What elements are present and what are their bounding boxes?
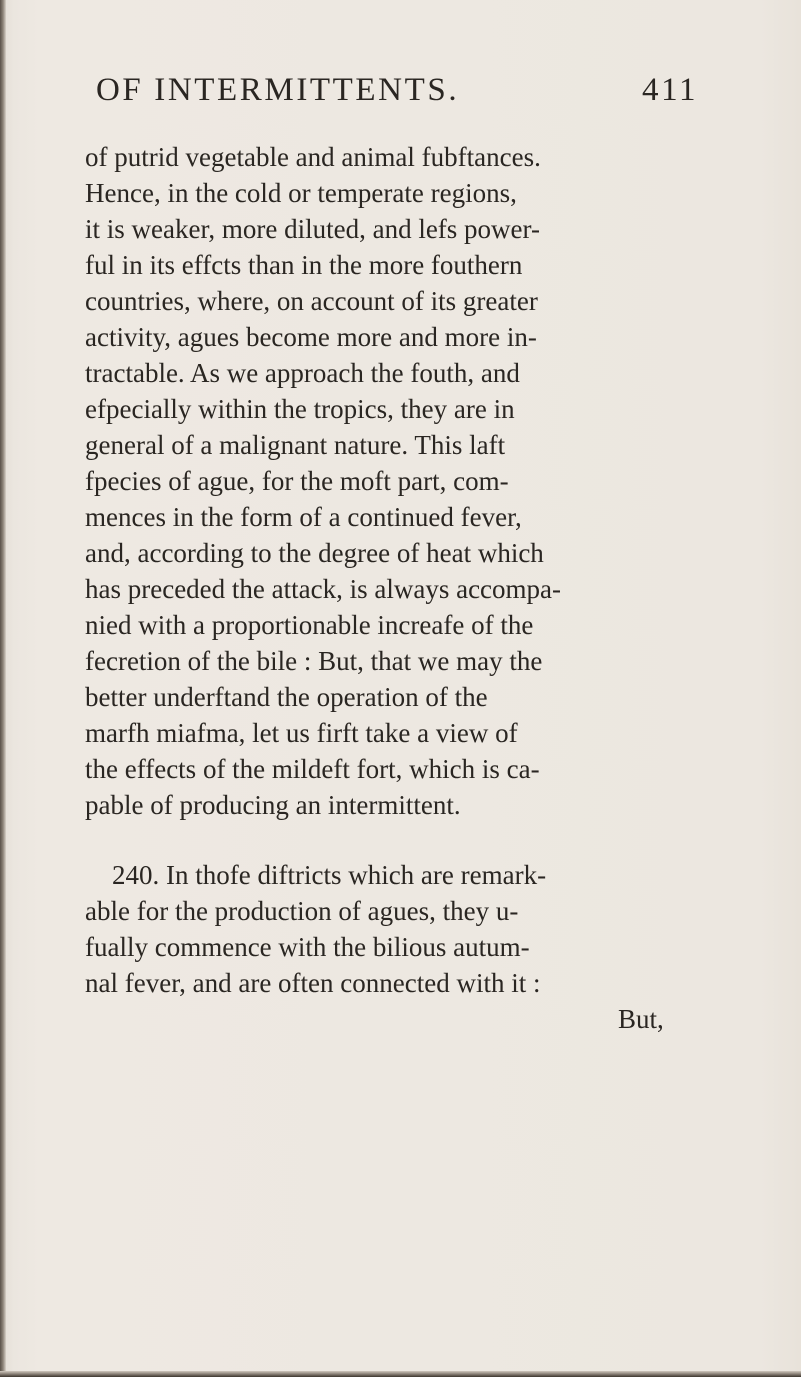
text-line: better underftand the operation of the (85, 682, 488, 712)
text-line: has preceded the attack, is always accompa- (85, 574, 562, 604)
text-line: of putrid vegetable and animal fubftances. (85, 142, 541, 172)
page-gutter-shadow (0, 0, 6, 1377)
text-line: marfh miafma, let us firft take a view of (85, 718, 518, 748)
text-line: mences in the form of a continued fever, (85, 502, 522, 532)
text-line: fually commence with the bilious autum- (85, 932, 530, 962)
running-head (96, 72, 736, 122)
page-bottom-edge (0, 1371, 801, 1377)
text-line: 240. In thofe diftricts which are remark- (112, 860, 547, 890)
text-line: able for the production of agues, they u- (85, 896, 519, 926)
text-line: pable of producing an intermittent. (85, 790, 461, 820)
text-line: nied with a proportionable increafe of the (85, 610, 534, 640)
text-line: it is weaker, more diluted, and lefs power- (85, 214, 540, 244)
page-number: 411 (642, 72, 699, 108)
catchword: But, (618, 1004, 664, 1034)
text-line: efpecially within the tropics, they are in (85, 394, 515, 424)
text-line: Hence, in the cold or temperate regions, (85, 178, 517, 208)
text-line: countries, where, on account of its greater (85, 286, 538, 316)
text-line: fecretion of the bile : But, that we may the (85, 646, 543, 676)
text-line: nal fever, and are often connected with it : (85, 968, 541, 998)
text-line: and, according to the degree of heat which (85, 538, 544, 568)
text-line: ful in its effcts than in the more fouthern (85, 250, 523, 280)
text-line: general of a malignant nature. This laft (85, 430, 506, 460)
running-head-title: OF INTERMITTENTS. (96, 72, 460, 108)
text-line: the effects of the mildeft fort, which is ca- (85, 754, 540, 784)
text-line: activity, agues become more and more in- (85, 322, 537, 352)
text-line: fpecies of ague, for the moft part, com- (85, 466, 509, 496)
text-line: tractable. As we approach the fouth, and (85, 358, 520, 388)
